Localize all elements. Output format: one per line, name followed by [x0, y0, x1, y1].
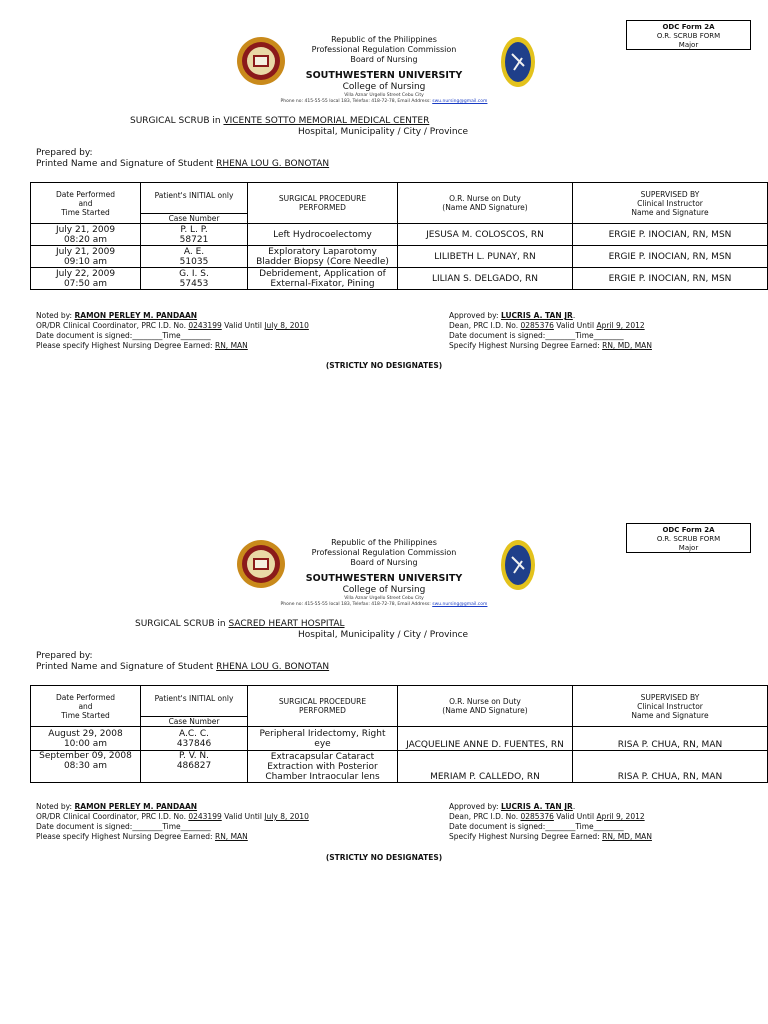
col-initial-header: Patient's INITIAL only Case Number — [141, 183, 248, 224]
col-date-header: Date Performed and Time Started — [31, 686, 141, 727]
col-nurse-header: O.R. Nurse on Duty (Name AND Signature) — [398, 183, 573, 224]
col-procedure-header: SURGICAL PROCEDURE PERFORMED — [248, 686, 398, 727]
form-type: Major — [678, 41, 699, 49]
republic-line: Republic of the Philippines — [331, 35, 437, 44]
email-link[interactable]: swu.nursing@gmail.com — [432, 99, 488, 104]
col-nurse-header: O.R. Nurse on Duty (Name AND Signature) — [398, 686, 573, 727]
student-line — [36, 662, 430, 673]
email-link[interactable]: swu.nursing@gmail.com — [432, 602, 488, 607]
strict-note: (STRICTLY NO DESIGNATES) — [325, 361, 443, 370]
hospital-caption: Hospital, Municipality / City / Province — [298, 630, 469, 640]
student-name: RHENA LOU G. BONOTAN — [216, 159, 330, 169]
form-title: O.R. SCRUB FORM — [656, 32, 721, 40]
form-title: O.R. SCRUB FORM — [656, 535, 721, 543]
scrub-form-1 — [0, 0, 768, 440]
republic-line: Republic of the Philippines — [331, 538, 437, 547]
procedure-table — [30, 685, 768, 783]
prc-line: Professional Regulation Commission — [311, 45, 457, 54]
scrub-label: SURGICAL SCRUB in — [130, 116, 221, 126]
university-name: SOUTHWESTERN UNIVERSITY — [305, 573, 463, 584]
table-header-row — [31, 183, 768, 224]
col-date-header: Date Performed and Time Started — [31, 183, 141, 224]
noted-name: RAMON PERLEY M. PANDAAN — [74, 802, 198, 811]
noted-by-block: Noted by: RAMON PERLEY M. PANDAAN OR/DR Clinical Coordinator, PRC I.D. No. 0243199 Valid Until July 8, 2010 Date document is signed:________Time________ Please specify Highest Nursing Degree Earned: RN, MAN — [36, 311, 309, 350]
university-name: SOUTHWESTERN UNIVERSITY — [305, 70, 463, 81]
address-line: Villa Aznar Urgello Street Cebu City — [344, 93, 424, 98]
college-name: College of Nursing — [342, 82, 426, 92]
table-header-row — [31, 686, 768, 727]
form-code-box — [626, 523, 751, 553]
letterhead — [234, 35, 534, 105]
col-case-header: Case Number — [141, 716, 247, 726]
approved-by-block: Approved by: LUCRIS A. TAN JR. Dean, PRC I.D. No. 0285376 Valid Until April 9, 2012 Date document is signed:________Time________ Specify Highest Nursing Degree Earned: RN, MD, MAN — [449, 802, 652, 841]
form-code: ODC Form 2A — [662, 526, 715, 534]
board-line: Board of Nursing — [350, 55, 418, 64]
student-label: Printed Name and Signature of Student — [36, 159, 214, 169]
table-row: July 21, 2009 08:20 am P. L. P. 58721 Left Hydrocoelectomy JESUSA M. COLOSCOS, RN ERGIE P. INOCIAN, RN, MSN — [31, 224, 768, 246]
board-line: Board of Nursing — [350, 558, 418, 567]
strict-note: (STRICTLY NO DESIGNATES) — [325, 853, 443, 862]
procedure-table — [30, 182, 768, 290]
contact-line: Phone no: 415-55-55 local 183, Telefax: 418-72-78, Email Address: swu.nursing@gmail.com — [280, 99, 488, 104]
prepared-by-label: Prepared by: — [36, 148, 93, 158]
col-procedure-header: SURGICAL PROCEDURE PERFORMED — [248, 183, 398, 224]
noted-by-block: Noted by: RAMON PERLEY M. PANDAAN OR/DR Clinical Coordinator, PRC I.D. No. 0243199 Valid Until July 8, 2010 Date document is signed:________Time________ Please specify Highest Nursing Degree Earned: RN, MAN — [36, 802, 309, 841]
hospital-name: SACRED HEART HOSPITAL — [228, 619, 345, 629]
hospital-name: VICENTE SOTTO MEMORIAL MEDICAL CENTER — [223, 116, 430, 126]
prepared-by-label: Prepared by: — [36, 651, 93, 661]
scrub-location — [130, 116, 635, 127]
scrub-form-2 — [0, 503, 768, 943]
table-row: July 21, 2009 09:10 am A. E. 51035 Exploratory Laparotomy Bladder Biopsy (Core Needle) LILIBETH L. PUNAY, RN ERGIE P. INOCIAN, RN, MSN — [31, 246, 768, 268]
college-name: College of Nursing — [342, 585, 426, 595]
hospital-caption: Hospital, Municipality / City / Province — [298, 127, 469, 137]
student-line — [36, 159, 430, 170]
approved-name: LUCRIS A. TAN JR — [500, 802, 573, 811]
col-supervisor-header: SUPERVISED BY Clinical Instructor Name and Signature — [573, 183, 768, 224]
scrub-location — [135, 619, 630, 630]
student-name: RHENA LOU G. BONOTAN — [216, 662, 330, 672]
scrub-label: SURGICAL SCRUB in — [135, 619, 226, 629]
noted-name: RAMON PERLEY M. PANDAAN — [74, 311, 198, 320]
form-code-box — [626, 20, 751, 50]
letterhead — [234, 538, 534, 608]
col-supervisor-header: SUPERVISED BY Clinical Instructor Name and Signature — [573, 686, 768, 727]
col-initial-header: Patient's INITIAL only Case Number — [141, 686, 248, 727]
approved-name: LUCRIS A. TAN JR — [500, 311, 573, 320]
form-code: ODC Form 2A — [662, 23, 715, 31]
address-line: Villa Aznar Urgello Street Cebu City — [344, 596, 424, 601]
student-label: Printed Name and Signature of Student — [36, 662, 214, 672]
table-row: July 22, 2009 07:50 am G. I. S. 57453 Debridement, Application of External-Fixator, Pining LILIAN S. DELGADO, RN ERGIE P. INOCIAN, RN, MSN — [31, 268, 768, 290]
contact-line: Phone no: 415-55-55 local 183, Telefax: 418-72-78, Email Address: swu.nursing@gmail.com — [280, 602, 488, 607]
col-case-header: Case Number — [141, 213, 247, 223]
form-type: Major — [678, 544, 699, 552]
table-row: September 09, 2008 08:30 am P. V. N. 486827 Extracapsular Cataract Extraction with Posterior Chamber Intraocular lens MERIAM P. CALLEDO, RN RISA P. CHUA, RN, MAN — [31, 751, 768, 783]
prc-line: Professional Regulation Commission — [311, 548, 457, 557]
table-row: August 29, 2008 10:00 am A.C. C. 437846 Peripheral Iridectomy, Right eye JACQUELINE ANNE D. FUENTES, RN RISA P. CHUA, RN, MAN — [31, 727, 768, 751]
approved-by-block: Approved by: LUCRIS A. TAN JR. Dean, PRC I.D. No. 0285376 Valid Until April 9, 2012 Date document is signed:________Time________ Specify Highest Nursing Degree Earned: RN, MD, MAN — [449, 311, 652, 350]
